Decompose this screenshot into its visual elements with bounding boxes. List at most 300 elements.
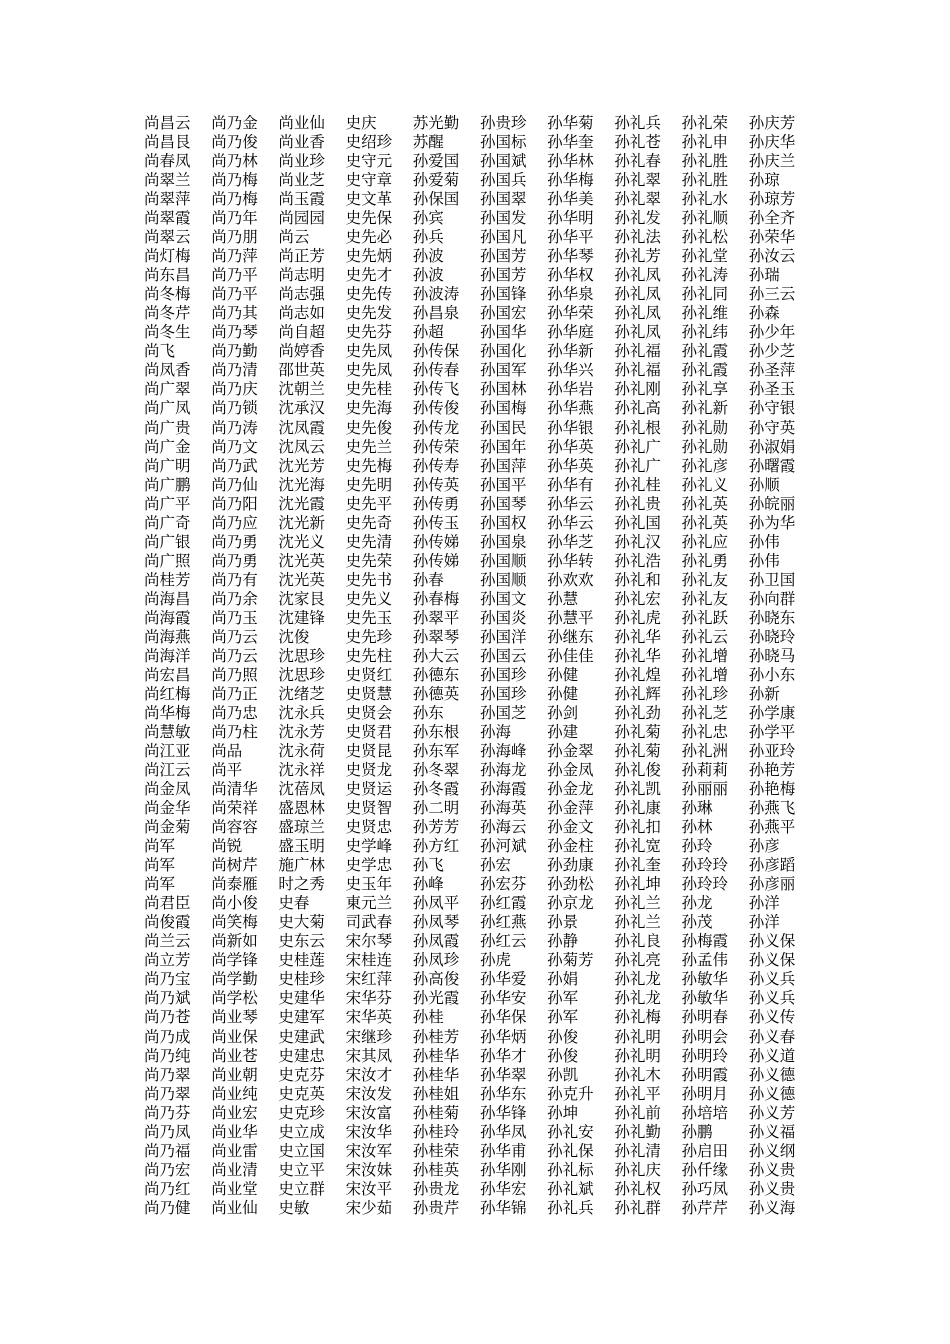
name-cell: 尚乃琴 — [211, 323, 258, 342]
name-cell: 孙华平 — [547, 228, 594, 247]
name-cell: 孙洋 — [748, 913, 780, 932]
name-cell: 尚乃凤 — [144, 1122, 191, 1141]
name-cell: 孙彦 — [748, 837, 780, 856]
name-cell: 孙坤 — [547, 1103, 579, 1122]
name-cell: 孙波 — [412, 266, 444, 285]
name-cell: 史先兰 — [345, 437, 393, 456]
name-cell: 孙小东 — [748, 665, 796, 684]
name-cell: 史桂莲 — [278, 951, 325, 970]
name-cell: 孙礼荣 — [681, 114, 729, 132]
name-cell: 孙启田 — [681, 1141, 729, 1160]
name-cell: 孙国芝 — [479, 703, 527, 722]
name-cell: 孙国顺 — [479, 570, 527, 589]
name-cell: 孙国珍 — [479, 665, 527, 684]
name-cell: 史立群 — [278, 1179, 325, 1198]
name-cell: 孙桂 — [412, 1008, 444, 1027]
name-cell: 孙庆芳 — [748, 114, 796, 132]
name-cell: 尚乃宝 — [144, 970, 191, 989]
name-cell: 尚品 — [211, 742, 243, 761]
name-cell: 孙礼广 — [614, 437, 661, 456]
name-cell: 孙华新 — [547, 342, 594, 361]
name-cell: 孙礼涛 — [681, 266, 729, 285]
name-cell: 孙国民 — [479, 418, 527, 437]
name-cell: 尚翠兰 — [144, 171, 191, 190]
name-cell: 孙华转 — [547, 551, 594, 570]
name-cell: 孙峰 — [412, 875, 444, 894]
name-cell: 尚乃柱 — [211, 723, 258, 741]
name-cell: 孙少年 — [748, 323, 796, 342]
name-cell: 史克芬 — [278, 1065, 325, 1084]
name-cell: 孙礼云 — [681, 627, 729, 646]
name-cell: 孙礼宽 — [614, 837, 661, 856]
name-cell: 史先珍 — [345, 627, 393, 646]
name-cell: 孙海龙 — [479, 761, 527, 780]
name-cell: 宋华英 — [345, 1008, 393, 1027]
name-cell: 孙华宏 — [479, 1179, 527, 1198]
name-cell: 尚业芝 — [278, 171, 325, 190]
name-cell: 史建军 — [278, 1008, 325, 1027]
name-cell: 孙兵 — [412, 228, 444, 247]
name-cell: 孙国化 — [479, 342, 527, 361]
name-cell: 孙东军 — [412, 742, 460, 761]
name-cell: 尚乃应 — [211, 513, 258, 532]
name-cell: 孙礼前 — [614, 1103, 661, 1122]
name-cell: 孙礼辉 — [614, 684, 661, 703]
name-cell: 孙礼英 — [681, 494, 729, 513]
name-cell: 史先桂 — [345, 380, 393, 399]
name-cell: 孙礼同 — [681, 285, 729, 304]
name-cell: 孙礼胜 — [681, 171, 729, 190]
name-cell: 尚容容 — [211, 818, 258, 837]
name-cell: 孙礼安 — [547, 1122, 594, 1141]
name-cell: 孙华安 — [479, 989, 527, 1008]
name-cell: 孙礼应 — [681, 532, 729, 551]
name-cell: 尚学锋 — [211, 951, 258, 970]
name-cell: 史先清 — [345, 532, 393, 551]
name-cell: 孙庆兰 — [748, 152, 796, 171]
name-cell: 史先玉 — [345, 608, 393, 627]
name-cell: 孙慧平 — [547, 608, 594, 627]
name-cell: 孙桂荣 — [412, 1141, 460, 1160]
name-cell: 史贤慧 — [345, 684, 393, 703]
name-cell: 孙劲松 — [547, 875, 594, 894]
name-cell: 孙守银 — [748, 399, 796, 418]
name-cell: 孙龙 — [681, 894, 713, 913]
name-cell: 孙贵珍 — [479, 114, 527, 132]
name-cell: 史贤忠 — [345, 818, 393, 837]
name-cell: 孙玲玲 — [681, 875, 729, 894]
name-cell: 孙健 — [547, 665, 579, 684]
name-cell: 孙礼洲 — [681, 742, 729, 761]
name-cell: 孙义春 — [748, 1027, 796, 1046]
name-cell: 史克珍 — [278, 1103, 325, 1122]
name-cell: 孙华泉 — [547, 285, 594, 304]
name-cell: 孙礼苍 — [614, 133, 661, 152]
name-cell: 孙翠平 — [412, 608, 460, 627]
name-cell: 孙礼增 — [681, 665, 729, 684]
name-cell: 孙礼康 — [614, 799, 661, 818]
name-cell: 尚业雷 — [211, 1141, 258, 1160]
name-cell: 孙桂菊 — [412, 1103, 460, 1122]
name-cell: 史先平 — [345, 494, 393, 513]
name-cell: 尚小俊 — [211, 894, 258, 913]
name-cell: 沈光新 — [278, 513, 325, 532]
name-cell: 尚业琴 — [211, 1008, 258, 1027]
name-cell: 史先才 — [345, 266, 393, 285]
name-cell: 孙燕平 — [748, 818, 796, 837]
name-cell: 尚乃梅 — [211, 190, 258, 209]
name-cell: 孙二明 — [412, 799, 460, 818]
name-cell: 史先发 — [345, 304, 393, 323]
name-cell: 尚乃余 — [211, 589, 258, 608]
name-cell: 尚广平 — [144, 494, 191, 513]
name-cell: 孙明玲 — [681, 1046, 729, 1065]
name-cell: 尚乃萍 — [211, 247, 258, 266]
name-cell: 孙金文 — [547, 818, 594, 837]
name-cell: 孙国萍 — [479, 456, 527, 475]
name-cell: 尚业华 — [211, 1122, 258, 1141]
name-cell: 孙顺 — [748, 475, 780, 494]
name-cell: 孙艳芳 — [748, 761, 796, 780]
name-cell: 孙华翠 — [479, 1065, 527, 1084]
name-cell: 東元兰 — [345, 894, 393, 913]
name-cell: 尚乃平 — [211, 285, 258, 304]
name-cell: 孙礼凤 — [614, 323, 661, 342]
name-cell: 孙芹芹 — [681, 1198, 729, 1217]
name-cell: 施广林 — [278, 856, 325, 875]
name-cell: 尚荣祥 — [211, 799, 258, 818]
name-cell: 孙华燕 — [547, 399, 594, 418]
name-cell: 孙礼芳 — [614, 247, 661, 266]
name-cell: 宋其凤 — [345, 1046, 393, 1065]
name-cell: 孙金柱 — [547, 837, 594, 856]
name-cell: 尚乃有 — [211, 570, 258, 589]
name-cell: 孙礼明 — [614, 1027, 661, 1046]
name-cell: 孙飞 — [412, 856, 444, 875]
name-cell: 孙礼和 — [614, 570, 661, 589]
name-cell: 孙德英 — [412, 684, 460, 703]
name-cell: 尚春凤 — [144, 152, 191, 171]
name-cell: 孙学平 — [748, 723, 796, 741]
name-cell: 孙义道 — [748, 1046, 796, 1065]
name-cell: 孙礼平 — [614, 1084, 661, 1103]
name-cell: 孙桂玲 — [412, 1122, 460, 1141]
name-cell: 尚广翠 — [144, 380, 191, 399]
name-cell: 孙国云 — [479, 646, 527, 665]
name-cell: 孙亚玲 — [748, 742, 796, 761]
name-cell: 孙明春 — [681, 1008, 729, 1027]
name-cell: 史先凤 — [345, 361, 393, 380]
name-cell: 孙礼华 — [614, 646, 661, 665]
name-cell: 孙高俊 — [412, 970, 460, 989]
name-cell: 孙慧 — [547, 589, 579, 608]
name-cell: 孙义兵 — [748, 970, 796, 989]
name-cell: 尚飞 — [144, 342, 176, 361]
name-cell: 孙玲玲 — [681, 856, 729, 875]
name-cell: 孙传飞 — [412, 380, 460, 399]
name-cell: 孙义福 — [748, 1122, 796, 1141]
name-cell: 史先书 — [345, 570, 393, 589]
name-cell: 孙礼水 — [681, 190, 729, 209]
name-cell: 孙义贵 — [748, 1179, 796, 1198]
name-cell: 孙礼庆 — [614, 1160, 661, 1179]
name-cell: 孙冬翠 — [412, 761, 460, 780]
name-cell: 孙礼勋 — [681, 437, 729, 456]
name-cell: 孙海 — [479, 723, 511, 741]
name-cell: 孙巧凤 — [681, 1179, 729, 1198]
name-cell: 沈永荷 — [278, 742, 325, 761]
name-cell: 孙圣玉 — [748, 380, 796, 399]
name-cell: 孙河斌 — [479, 837, 527, 856]
name-cell: 孙礼凯 — [614, 780, 661, 799]
name-cell: 孙礼凤 — [614, 266, 661, 285]
name-cell: 孙华荣 — [547, 304, 594, 323]
name-cell: 孙国洋 — [479, 627, 527, 646]
name-cell: 孙传荣 — [412, 437, 460, 456]
name-cell: 孙礼跃 — [681, 608, 729, 627]
name-cell: 孙艳梅 — [748, 780, 796, 799]
name-cell: 沈思珍 — [278, 665, 325, 684]
name-cell: 孙景 — [547, 913, 579, 932]
name-cell: 尚云 — [278, 228, 310, 247]
name-cell: 尚乃翠 — [144, 1084, 191, 1103]
name-cell: 孙礼贵 — [614, 494, 661, 513]
name-cell: 孙金凤 — [547, 761, 594, 780]
name-cell: 尚乃斌 — [144, 989, 191, 1008]
name-cell: 宋汝平 — [345, 1179, 393, 1198]
name-cell: 孙桂英 — [412, 1160, 460, 1179]
name-cell: 尚乃武 — [211, 456, 258, 475]
name-cell: 尚乃纯 — [144, 1046, 191, 1065]
name-cell: 尚业纯 — [211, 1084, 258, 1103]
name-cell: 史春 — [278, 894, 310, 913]
name-cell: 孙孟伟 — [681, 951, 729, 970]
name-cell: 孙礼良 — [614, 932, 661, 951]
name-cell: 孙礼芝 — [681, 703, 729, 722]
name-cell: 孙俊 — [547, 1046, 579, 1065]
name-cell: 尚业堂 — [211, 1179, 258, 1198]
name-cell: 史学峰 — [345, 837, 393, 856]
name-cell: 沈承汉 — [278, 399, 325, 418]
name-cell: 史先梅 — [345, 456, 393, 475]
name-cell: 孙林 — [681, 818, 713, 837]
name-cell: 孙华梅 — [547, 171, 594, 190]
name-cell: 孙明霞 — [681, 1065, 729, 1084]
name-cell: 孙礼新 — [681, 399, 729, 418]
name-cell: 孙京龙 — [547, 894, 594, 913]
name-cell: 尚乃云 — [211, 627, 258, 646]
name-cell: 孙礼龙 — [614, 970, 661, 989]
name-cell: 尚学勤 — [211, 970, 258, 989]
name-cell: 孙军 — [547, 989, 579, 1008]
name-cell: 孙国华 — [479, 323, 527, 342]
name-cell: 史建忠 — [278, 1046, 325, 1065]
name-cell: 孙礼勤 — [614, 1122, 661, 1141]
name-cell: 孙华兴 — [547, 361, 594, 380]
name-cell: 尚正芳 — [278, 247, 325, 266]
name-cell: 孙国翠 — [479, 190, 527, 209]
name-cell: 尚广凤 — [144, 399, 191, 418]
name-cell: 尚乃成 — [144, 1027, 191, 1046]
name-cell: 史东云 — [278, 932, 325, 951]
name-cell: 孙保国 — [412, 190, 460, 209]
name-cell: 尚平 — [211, 761, 243, 780]
name-cell: 孙欢欢 — [547, 570, 594, 589]
name-cell: 孙传保 — [412, 342, 460, 361]
name-cell: 沈俊 — [278, 627, 310, 646]
name-cell: 孙莉莉 — [681, 761, 729, 780]
name-cell: 尚红梅 — [144, 684, 191, 703]
name-cell: 宋继珍 — [345, 1027, 393, 1046]
name-cell: 尚广贵 — [144, 418, 191, 437]
name-cell: 孙义德 — [748, 1084, 796, 1103]
name-cell: 孙玲 — [681, 837, 713, 856]
name-cell: 孙红霞 — [479, 894, 527, 913]
name-cell: 尚广奇 — [144, 513, 191, 532]
name-cell: 孙国珍 — [479, 684, 527, 703]
name-cell: 尚广照 — [144, 551, 191, 570]
name-cell: 史贤君 — [345, 723, 393, 741]
name-cell: 孙礼友 — [681, 570, 729, 589]
name-cell: 孙爱菊 — [412, 171, 460, 190]
name-cell: 孙菊芳 — [547, 951, 594, 970]
name-cell: 尚乃金 — [211, 114, 258, 132]
name-cell: 孙华刚 — [479, 1160, 527, 1179]
name-cell: 孙红燕 — [479, 913, 527, 932]
name-cell: 孙义保 — [748, 951, 796, 970]
name-cell: 尚业香 — [278, 133, 325, 152]
name-cell: 尚宏昌 — [144, 665, 191, 684]
name-cell: 沈凤云 — [278, 437, 325, 456]
name-cell: 尚海燕 — [144, 627, 191, 646]
name-cell: 孙静 — [547, 932, 579, 951]
name-cell: 尚乃勇 — [211, 532, 258, 551]
name-cell: 尚乃俊 — [211, 133, 258, 152]
name-cell: 孙义贵 — [748, 1160, 796, 1179]
name-cell: 孙凤霞 — [412, 932, 460, 951]
name-cell: 孙大云 — [412, 646, 460, 665]
name-cell: 孙敏华 — [681, 989, 729, 1008]
name-cell: 孙德东 — [412, 665, 460, 684]
name-cell: 孙建 — [547, 723, 579, 741]
name-cell: 宋少茹 — [345, 1198, 393, 1217]
name-cell: 孙礼华 — [614, 627, 661, 646]
name-cell: 孙礼俊 — [614, 761, 661, 780]
name-cell: 尚翠霞 — [144, 209, 191, 228]
name-cell: 孙海霞 — [479, 780, 527, 799]
name-cell: 尚乃林 — [211, 152, 258, 171]
name-cell: 史敏 — [278, 1198, 310, 1217]
name-cell: 史先保 — [345, 209, 393, 228]
name-cell: 孙礼高 — [614, 399, 661, 418]
name-cell: 孙传玉 — [412, 513, 460, 532]
name-cell: 史贤运 — [345, 780, 393, 799]
name-cell: 尚冬生 — [144, 323, 191, 342]
name-cell: 孙凤珍 — [412, 951, 460, 970]
name-cell: 沈思珍 — [278, 646, 325, 665]
name-cell: 尚乃翠 — [144, 1065, 191, 1084]
name-cell: 孙礼忠 — [681, 723, 729, 741]
name-cell: 史先炳 — [345, 247, 393, 266]
name-cell: 尚昌艮 — [144, 133, 191, 152]
name-cell: 沈光芳 — [278, 456, 325, 475]
name-list-grid — [144, 114, 816, 1218]
name-cell: 孙宏芬 — [479, 875, 527, 894]
name-cell: 孙华凤 — [479, 1122, 527, 1141]
name-cell: 孙燕飞 — [748, 799, 796, 818]
name-cell: 尚广金 — [144, 437, 191, 456]
name-cell: 苏光勤 — [412, 114, 460, 132]
name-cell: 尚乃玉 — [211, 608, 258, 627]
name-cell: 孙超 — [412, 323, 444, 342]
name-cell: 孙国顺 — [479, 551, 527, 570]
name-cell: 尚俊霞 — [144, 913, 191, 932]
name-cell: 孙华有 — [547, 475, 594, 494]
name-cell: 孙义纲 — [748, 1141, 796, 1160]
name-cell: 史先柱 — [345, 646, 393, 665]
name-cell: 尚笑梅 — [211, 913, 258, 932]
name-cell: 孙礼兰 — [614, 894, 661, 913]
name-cell: 孙丽丽 — [681, 780, 729, 799]
name-cell: 孙义德 — [748, 1065, 796, 1084]
name-cell: 尚乃照 — [211, 665, 258, 684]
name-cell: 孙礼友 — [681, 589, 729, 608]
name-cell: 孙华明 — [547, 209, 594, 228]
name-cell: 孙金萍 — [547, 799, 594, 818]
name-cell: 宋汝妹 — [345, 1160, 393, 1179]
name-cell: 尚锐 — [211, 837, 243, 856]
name-cell: 盛恩林 — [278, 799, 325, 818]
name-cell: 孙礼梅 — [614, 1008, 661, 1027]
name-cell: 孙礼维 — [681, 304, 729, 323]
name-cell: 孙礼亮 — [614, 951, 661, 970]
name-cell: 尚灯梅 — [144, 247, 191, 266]
name-cell: 孙琳 — [681, 799, 713, 818]
name-cell: 孙新 — [748, 684, 780, 703]
name-cell: 宋汝发 — [345, 1084, 393, 1103]
name-cell: 尚翠云 — [144, 228, 191, 247]
name-cell: 孙传俊 — [412, 399, 460, 418]
name-cell: 尚乃朋 — [211, 228, 258, 247]
name-cell: 孙礼菊 — [614, 742, 661, 761]
name-cell: 孙佳佳 — [547, 646, 594, 665]
name-cell: 孙国年 — [479, 437, 527, 456]
name-cell: 孙国林 — [479, 380, 527, 399]
name-cell: 史守元 — [345, 152, 393, 171]
name-cell: 孙礼宏 — [614, 589, 661, 608]
name-cell: 孙礼胜 — [681, 152, 729, 171]
name-cell: 尚业宏 — [211, 1103, 258, 1122]
name-cell: 宋汝军 — [345, 1141, 393, 1160]
name-cell: 尚乃阳 — [211, 494, 258, 513]
name-cell: 孙礼菊 — [614, 723, 661, 741]
name-cell: 孙国发 — [479, 209, 527, 228]
name-cell: 尚业保 — [211, 1027, 258, 1046]
name-cell: 宋红萍 — [345, 970, 393, 989]
name-cell: 孙传娣 — [412, 551, 460, 570]
name-cell: 孙礼龙 — [614, 989, 661, 1008]
name-cell: 尚昌云 — [144, 114, 191, 132]
name-cell: 孙三云 — [748, 285, 796, 304]
name-cell: 孙礼增 — [681, 646, 729, 665]
name-cell: 孙晓东 — [748, 608, 796, 627]
name-cell: 孙义芳 — [748, 1103, 796, 1122]
name-cell: 尚翠萍 — [144, 190, 191, 209]
name-cell: 孙华琴 — [547, 247, 594, 266]
name-cell: 孙礼顺 — [681, 209, 729, 228]
name-cell: 尚乃清 — [211, 361, 258, 380]
name-cell: 孙俊 — [547, 1027, 579, 1046]
